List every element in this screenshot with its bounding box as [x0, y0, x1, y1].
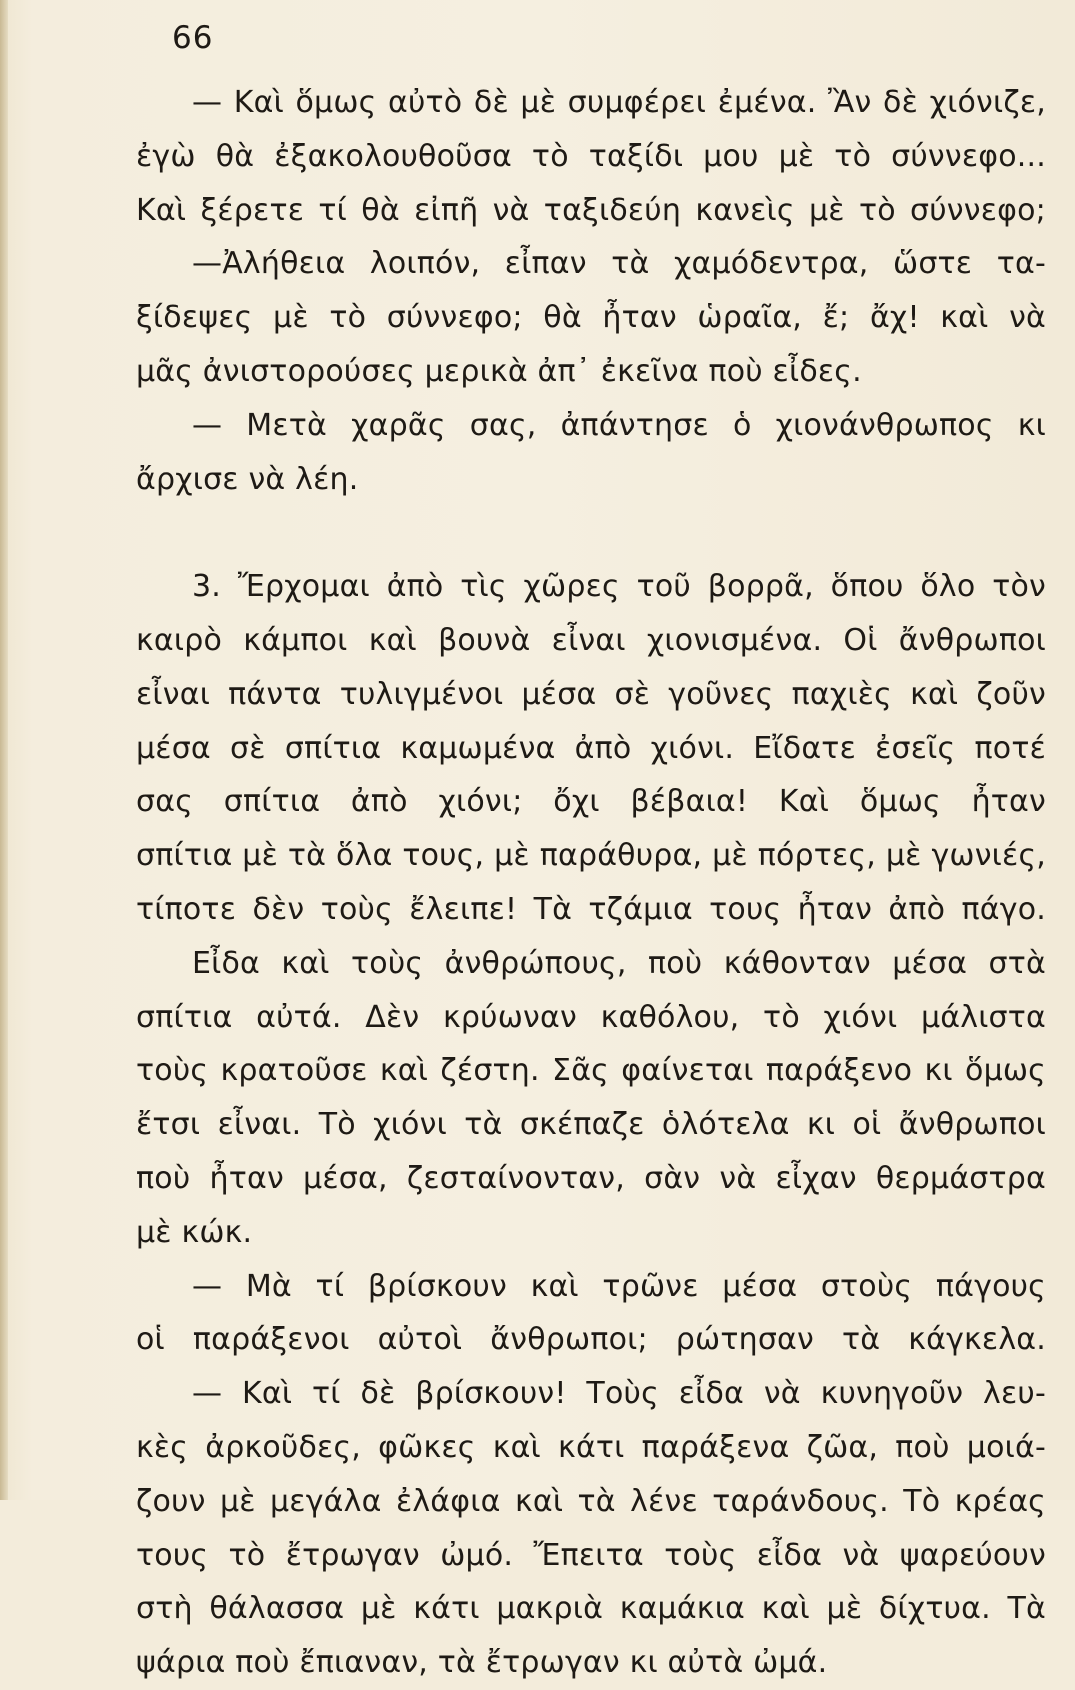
text-line: ψάρια ποὺ ἔπιαναν, τὰ ἔτρωγαν κι αὐτὰ ὠμά. — [136, 1645, 828, 1681]
text-line: — Μὰ τί βρίσκουν καὶ τρῶνε μέσα στοὺς πάγους — [192, 1268, 1046, 1304]
body-text — [136, 76, 1046, 1690]
text-line: τίποτε δὲν τοὺς ἔλειπε! Τὰ τζάμια τους ἦταν ἀπὸ πάγο. — [136, 891, 1046, 927]
text-line: 3. Ἔρχομαι ἀπὸ τὶς χῶρες τοῦ βορρᾶ, ὅπου ὅλο τὸν — [192, 569, 1046, 605]
text-line: στὴ θάλασσα μὲ κάτι μακριὰ καμάκια καὶ μὲ δίχτυα. Τὰ — [136, 1591, 1046, 1627]
page-number: 66 — [172, 20, 214, 56]
text-line: ἄρχισε νὰ λέη. — [136, 461, 359, 497]
binding-edge — [0, 0, 8, 1500]
text-line: ἔτσι εἶναι. Τὸ χιόνι τὰ σκέπαζε ὁλότελα κι οἱ ἄνθρωποι — [136, 1107, 1046, 1143]
text-line: σας σπίτια ἀπὸ χιόνι; ὄχι βέβαια! Καὶ ὅμως ἦταν — [136, 784, 1046, 820]
text-line: μέσα σὲ σπίτια καμωμένα ἀπὸ χιόνι. Εἴδατε ἐσεῖς ποτέ — [136, 730, 1046, 766]
text-line: ξίδεψες μὲ τὸ σύννεφο; θὰ ἦταν ὡραῖα, ἔ; ἄχ! καὶ νὰ — [136, 300, 1046, 336]
text-line: ζουν μὲ μεγάλα ἐλάφια καὶ τὰ λένε ταράνδους. Τὸ κρέας — [136, 1483, 1046, 1519]
text-line: μὲ κώκ. — [136, 1214, 253, 1250]
text-line: οἱ παράξενοι αὐτοὶ ἄνθρωποι; ρώτησαν τὰ κάγκελα. — [136, 1322, 1046, 1358]
text-line: μᾶς ἀνιστορούσες μερικὰ ἀπ᾿ ἐκεῖνα ποὺ εἶδες. — [136, 353, 862, 389]
text-line: σπίτια μὲ τὰ ὅλα τους, μὲ παράθυρα, μὲ πόρτες, μὲ γωνιές, — [136, 838, 1046, 874]
text-line: Καὶ ξέρετε τί θὰ εἰπῆ νὰ ταξιδεύη κανεὶς μὲ τὸ σύννεφο; — [136, 192, 1046, 228]
text-line: σπίτια αὐτά. Δὲν κρύωναν καθόλου, τὸ χιόνι μάλιστα — [136, 999, 1046, 1035]
text-line: κὲς ἀρκοῦδες, φῶκες καὶ κάτι παράξενα ζῶα, ποὺ μοιά- — [136, 1429, 1046, 1465]
paragraph-gap — [136, 506, 1046, 560]
text-line: τοὺς κρατοῦσε καὶ ζέστη. Σᾶς φαίνεται παράξενο κι ὅμως — [136, 1053, 1046, 1089]
text-line: καιρὸ κάμποι καὶ βουνὰ εἶναι χιονισμένα. Οἱ ἄνθρωποι — [136, 622, 1046, 658]
text-line: — Καὶ τί δὲ βρίσκουν! Τοὺς εἶδα νὰ κυνηγοῦν λευ- — [192, 1376, 1046, 1412]
text-line: Εἶδα καὶ τοὺς ἀνθρώπους, ποὺ κάθονταν μέσα στὰ — [192, 945, 1046, 981]
text-line: εἶναι πάντα τυλιγμένοι μέσα σὲ γοῦνες παχιὲς καὶ ζοῦν — [136, 676, 1046, 712]
text-line: ἐγὼ θὰ ἐξακολουθοῦσα τὸ ταξίδι μου μὲ τὸ σύννεφο... — [136, 138, 1046, 174]
text-line: τους τὸ ἔτρωγαν ὠμό. Ἔπειτα τοὺς εἶδα νὰ ψαρεύουν — [136, 1537, 1046, 1573]
text-line: — Μετὰ χαρᾶς σας, ἀπάντησε ὁ χιονάνθρωπος κι — [192, 407, 1046, 443]
text-line: — Καὶ ὅμως αὐτὸ δὲ μὲ συμφέρει ἐμένα. Ἂν δὲ χιόνιζε, — [192, 85, 1046, 120]
text-line: ποὺ ἦταν μέσα, ζεσταίνονταν, σὰν νὰ εἶχαν θερμάστρα — [136, 1160, 1046, 1196]
text-line: —Ἀλήθεια λοιπόν, εἶπαν τὰ χαμόδεντρα, ὥστε τα- — [192, 246, 1046, 282]
